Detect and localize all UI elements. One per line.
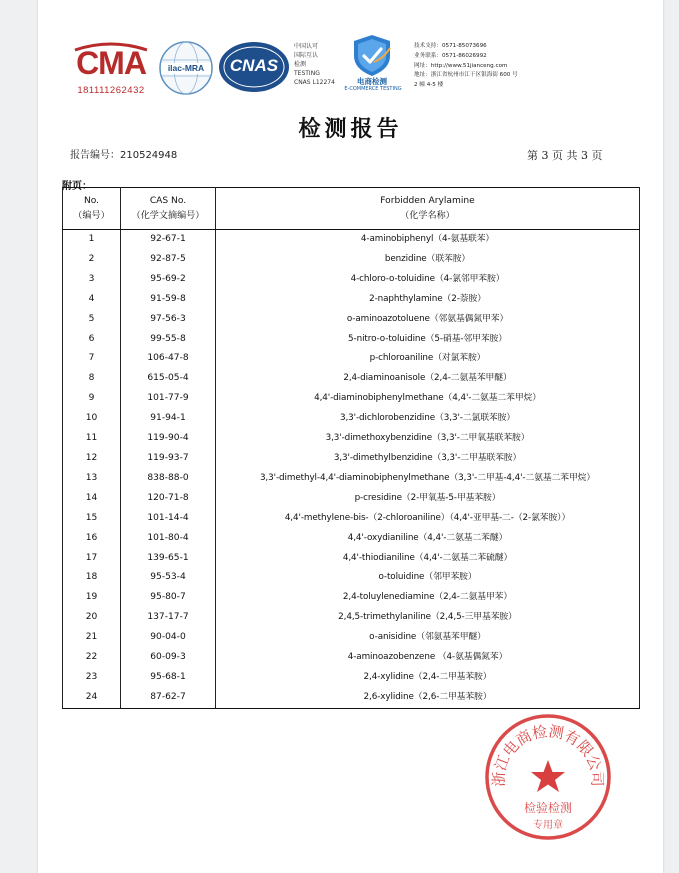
cell-no: 4 xyxy=(63,290,121,310)
header-cas-cn: （化学文摘编号） xyxy=(131,210,205,221)
cell-no: 1 xyxy=(63,230,121,250)
cell-name: 2,6-xylidine（2,6-二甲基苯胺） xyxy=(216,688,640,708)
ilac-mra-logo xyxy=(158,40,214,96)
table-row xyxy=(63,230,640,250)
cell-cas: 95-68-1 xyxy=(121,668,216,688)
cell-name: 4,4'-oxydianiline（4,4'-二氨基二苯醚） xyxy=(216,529,640,549)
cell-cas: 95-53-4 xyxy=(121,568,216,588)
svg-text:CMA: CMA xyxy=(76,45,146,81)
header-name xyxy=(216,188,640,230)
contact-line: 网址：http://www.51jianceng.com xyxy=(414,62,508,69)
cell-no: 11 xyxy=(63,429,121,449)
table-row xyxy=(63,330,640,350)
seal-line1-text: 检验检测 xyxy=(523,801,573,815)
cell-name: 4-aminobiphenyl（4-氨基联苯） xyxy=(216,230,640,250)
cell-name: 4,4'-diaminobiphenylmethane（4,4'-二氨基二苯甲烷） xyxy=(216,389,640,409)
table-row xyxy=(63,568,640,588)
table-row xyxy=(63,369,640,389)
cell-cas: 119-90-4 xyxy=(121,429,216,449)
contact-line: 技术支持：0571-85073696 xyxy=(414,43,487,49)
table-row xyxy=(63,349,640,369)
cnas-line: 中国认可 xyxy=(294,43,319,50)
table-row xyxy=(63,588,640,608)
cell-no: 6 xyxy=(63,330,121,350)
cnas-text: CNAS xyxy=(229,56,279,75)
cell-cas: 139-65-1 xyxy=(121,549,216,569)
cell-cas: 95-80-7 xyxy=(121,588,216,608)
company-seal xyxy=(483,712,613,842)
cell-name: 2,4-xylidine（2,4-二甲基苯胺） xyxy=(216,668,640,688)
cell-no: 8 xyxy=(63,369,121,389)
cell-name: 2-naphthylamine（2-萘胺） xyxy=(216,290,640,310)
ecommerce-name: 电商检测 xyxy=(357,77,387,86)
table-row xyxy=(63,429,640,449)
table-row xyxy=(63,409,640,429)
cell-name: 4-chloro-o-toluidine（4-氯邻甲苯胺） xyxy=(216,270,640,290)
ilac-text: ilac-MRA xyxy=(167,63,205,73)
cell-no: 15 xyxy=(63,509,121,529)
cell-cas: 119-93-7 xyxy=(121,449,216,469)
table-header-row xyxy=(63,188,640,230)
cell-cas: 95-69-2 xyxy=(121,270,216,290)
ecommerce-english: E-COMMERCE TESTING xyxy=(344,86,402,92)
cell-no: 24 xyxy=(63,688,121,708)
table-row xyxy=(63,628,640,648)
header-cas xyxy=(121,188,216,230)
cma-logo xyxy=(69,40,153,96)
table-row xyxy=(63,389,640,409)
report-page xyxy=(38,0,663,873)
cell-name: o-anisidine（邻氨基苯甲醚） xyxy=(216,628,640,648)
ecommerce-testing-logo xyxy=(340,32,404,94)
header-no xyxy=(63,188,121,230)
cell-no: 9 xyxy=(63,389,121,409)
cell-cas: 99-55-8 xyxy=(121,330,216,350)
cell-no: 10 xyxy=(63,409,121,429)
cell-no: 23 xyxy=(63,668,121,688)
header-name-cn: （化学名称） xyxy=(400,210,455,221)
contact-line: 业务联系：0571-86026992 xyxy=(414,52,487,59)
cma-number: 181111262432 xyxy=(77,85,145,96)
cell-name: 3,3'-dimethyl-4,4'-diaminobiphenylmethane（3,3'-二甲基-4,4'-二氨基二苯甲烷） xyxy=(216,469,640,489)
cell-no: 7 xyxy=(63,349,121,369)
cell-cas: 615-05-4 xyxy=(121,369,216,389)
contact-line: 地址：浙江省杭州市江干区银海街 600 号 xyxy=(414,72,518,79)
cell-cas: 60-09-3 xyxy=(121,648,216,668)
contact-info xyxy=(414,42,574,91)
seal-icon xyxy=(483,712,613,842)
table-row xyxy=(63,668,640,688)
cell-cas: 91-94-1 xyxy=(121,409,216,429)
cell-name: 2,4-diaminoanisole（2,4-二氨基苯甲醚） xyxy=(216,369,640,389)
cell-name: 4-aminoazobenzene （4-氨基偶氮苯） xyxy=(216,648,640,668)
cell-cas: 87-62-7 xyxy=(121,688,216,708)
table-row xyxy=(63,290,640,310)
cell-cas: 91-59-8 xyxy=(121,290,216,310)
cell-no: 18 xyxy=(63,568,121,588)
cell-cas: 92-87-5 xyxy=(121,250,216,270)
cell-name: benzidine（联苯胺） xyxy=(216,250,640,270)
table-row xyxy=(63,549,640,569)
cell-cas: 97-56-3 xyxy=(121,310,216,330)
cell-name: 5-nitro-o-toluidine（5-硝基-邻甲苯胺） xyxy=(216,330,640,350)
cnas-line: TESTING xyxy=(294,70,320,77)
table-row xyxy=(63,648,640,668)
cell-cas: 90-04-0 xyxy=(121,628,216,648)
cell-no: 5 xyxy=(63,310,121,330)
table-row xyxy=(63,250,640,270)
shield-check-icon xyxy=(340,32,404,78)
cell-name: 3,3'-dichlorobenzidine（3,3'-二氯联苯胺） xyxy=(216,409,640,429)
cnas-line: 检测 xyxy=(294,61,307,68)
table-row xyxy=(63,529,640,549)
header-no-cn: （编号） xyxy=(73,210,110,221)
cell-name: 4,4'-methylene-bis-（2-chloroaniline）（4,4'-亚甲基-二-（2-氯苯胺）） xyxy=(216,509,640,529)
cell-no: 17 xyxy=(63,549,121,569)
cell-no: 21 xyxy=(63,628,121,648)
header-cas-label: CAS No. xyxy=(149,195,187,206)
arylamine-table xyxy=(62,187,640,709)
cell-name: p-cresidine（2-甲氧基-5-甲基苯胺） xyxy=(216,489,640,509)
report-title: 检测报告 xyxy=(298,116,403,142)
contact-line: 2 幢 4-5 楼 xyxy=(414,82,444,89)
cell-cas: 101-14-4 xyxy=(121,509,216,529)
cell-no: 16 xyxy=(63,529,121,549)
cell-name: o-toluidine（邻甲苯胺） xyxy=(216,568,640,588)
cell-name: 4,4'-thiodianiline（4,4'-二氨基二苯硫醚） xyxy=(216,549,640,569)
cell-cas: 101-77-9 xyxy=(121,389,216,409)
header-no-label: No. xyxy=(83,195,100,206)
cell-cas: 92-67-1 xyxy=(121,230,216,250)
cell-no: 14 xyxy=(63,489,121,509)
cnas-line: CNAS L12274 xyxy=(294,79,335,86)
cnas-logo xyxy=(218,41,290,93)
cell-name: 3,3'-dimethoxybenzidine（3,3'-二甲氧基联苯胺） xyxy=(216,429,640,449)
table-row xyxy=(63,688,640,708)
cell-name: 3,3'-dimethylbenzidine（3,3'-二甲基联苯胺） xyxy=(216,449,640,469)
table-row xyxy=(63,608,640,628)
cell-no: 22 xyxy=(63,648,121,668)
cell-name: 2,4,5-trimethylaniline（2,4,5-三甲基苯胺） xyxy=(216,608,640,628)
cell-name: o-aminoazotoluene（邻氨基偶氮甲苯） xyxy=(216,310,640,330)
table-row xyxy=(63,509,640,529)
cell-no: 19 xyxy=(63,588,121,608)
table-row xyxy=(63,449,640,469)
table-body xyxy=(63,230,640,709)
cnas-accreditation-text xyxy=(294,42,344,87)
cma-mark-icon xyxy=(69,40,153,84)
header-name-label: Forbidden Arylamine xyxy=(380,195,475,206)
seal-company-text: 浙江电商检测有限公司 xyxy=(489,722,607,787)
cell-cas: 120-71-8 xyxy=(121,489,216,509)
cell-cas: 838-88-0 xyxy=(121,469,216,489)
cell-name: 2,4-toluylenediamine（2,4-二氨基甲苯） xyxy=(216,588,640,608)
cell-name: p-chloroaniline（对氯苯胺） xyxy=(216,349,640,369)
cell-no: 3 xyxy=(63,270,121,290)
cell-no: 20 xyxy=(63,608,121,628)
cell-no: 12 xyxy=(63,449,121,469)
table-row xyxy=(63,270,640,290)
cell-cas: 106-47-8 xyxy=(121,349,216,369)
table-row xyxy=(63,310,640,330)
page-info: 第 3 页 共 3 页 xyxy=(527,149,603,162)
cnas-line: 国际互认 xyxy=(294,52,319,59)
appendix-label: 附页： xyxy=(62,181,92,192)
table-row xyxy=(63,489,640,509)
table-row xyxy=(63,469,640,489)
report-number: 报告编号：210524948 xyxy=(70,150,178,161)
cell-cas: 101-80-4 xyxy=(121,529,216,549)
cell-cas: 137-17-7 xyxy=(121,608,216,628)
cell-no: 13 xyxy=(63,469,121,489)
seal-line2-text: 专用章 xyxy=(533,820,563,831)
cell-no: 2 xyxy=(63,250,121,270)
